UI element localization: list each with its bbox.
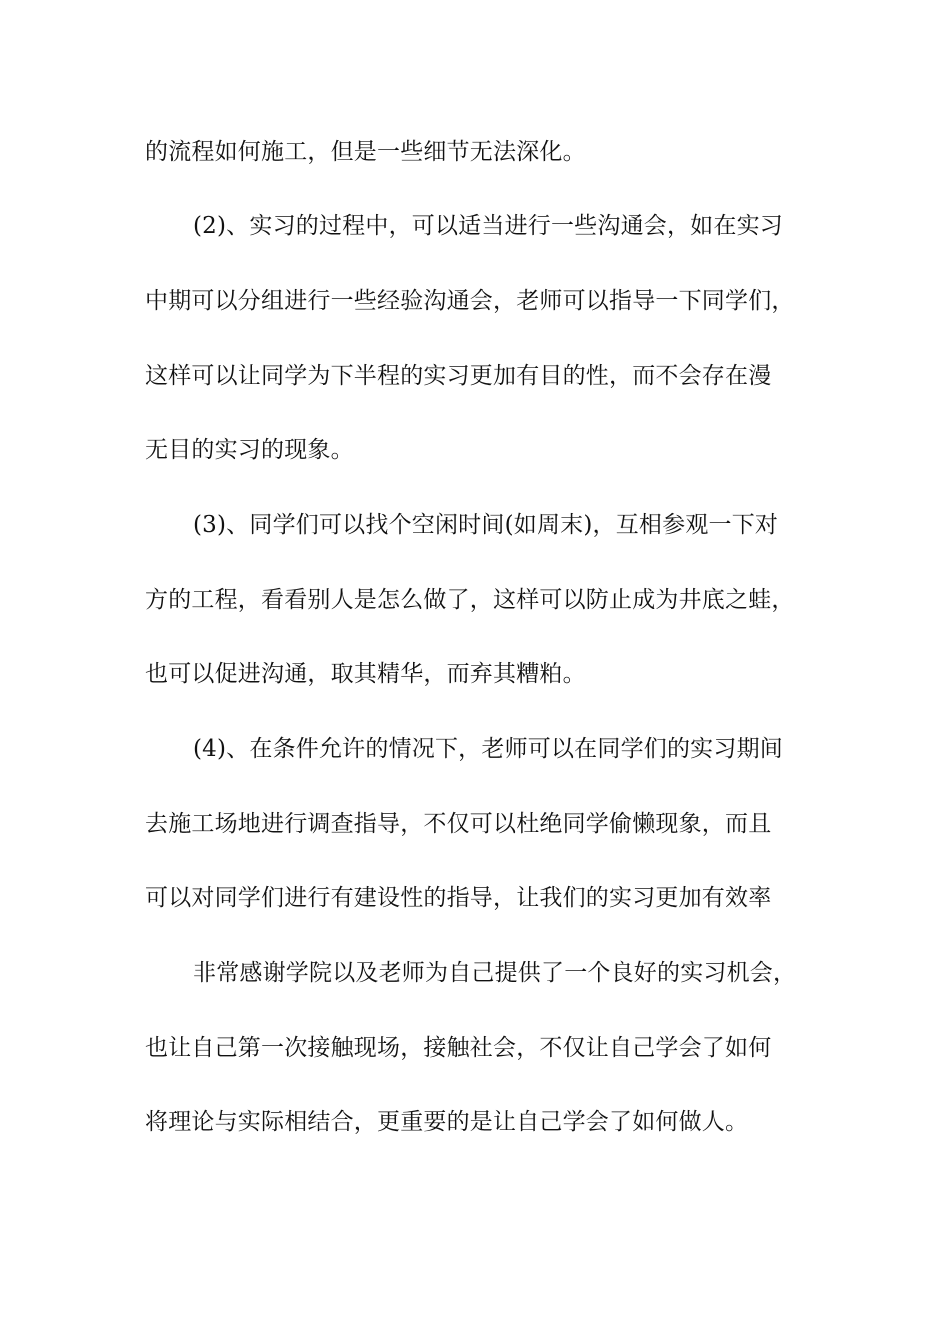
text-line: 将理论与实际相结合，更重要的是让自己学会了如何做人。: [145, 1109, 749, 1135]
text-line: 去施工场地进行调查指导，不仅可以杜绝同学偷懒现象，而且: [145, 811, 772, 837]
text-line: 非常感谢学院以及老师为自己提供了一个良好的实习机会，: [193, 960, 797, 986]
text-line: 也可以促进沟通，取其精华，而弃其糟粕。: [145, 661, 586, 687]
text-line: 方的工程，看看别人是怎么做了，这样可以防止成为井底之蛙，: [145, 587, 795, 613]
text-line: (3)、同学们可以找个空闲时间(如周末)，互相参观一下对: [193, 512, 779, 538]
text-line: 的流程如何施工，但是一些细节无法深化。: [145, 139, 586, 165]
text-line: 这样可以让同学为下半程的实习更加有目的性，而不会存在漫: [145, 363, 772, 389]
text-line: 中期可以分组进行一些经验沟通会，老师可以指导一下同学们，: [145, 288, 795, 314]
text-line: (4)、在条件允许的情况下，老师可以在同学们的实习期间: [193, 736, 783, 762]
text-line: 可以对同学们进行有建设性的指导，让我们的实习更加有效率: [145, 885, 772, 911]
text-line: 无目的实习的现象。: [145, 437, 354, 463]
text-line: (2)、实习的过程中，可以适当进行一些沟通会，如在实习: [193, 213, 783, 239]
text-line: 也让自己第一次接触现场，接触社会，不仅让自己学会了如何: [145, 1035, 772, 1061]
